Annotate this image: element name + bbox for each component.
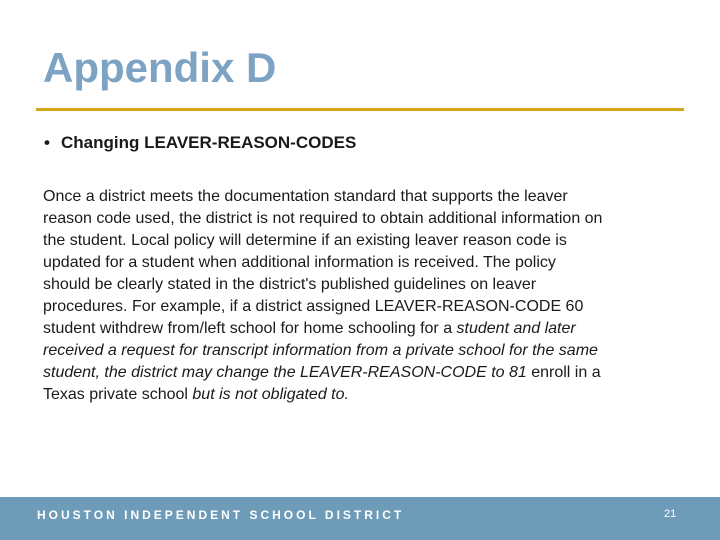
footer-bar bbox=[0, 497, 720, 540]
body-line bbox=[43, 362, 679, 384]
body-text-run: enroll in a bbox=[526, 364, 601, 381]
body-line bbox=[43, 230, 679, 252]
bullet-heading bbox=[44, 132, 356, 154]
body-italic-text: student, the district may change the LEAVER-REASON-CODE to 81 bbox=[43, 364, 527, 381]
body-line bbox=[43, 318, 679, 340]
body-line bbox=[43, 274, 679, 296]
body-line bbox=[43, 340, 679, 362]
body-text-run: the student. Local policy will determine if an existing leaver reason code is bbox=[43, 232, 567, 249]
body-text-run: Texas private school bbox=[43, 386, 193, 403]
body-line bbox=[43, 296, 679, 318]
body-line bbox=[43, 208, 679, 230]
page-number: 21 bbox=[664, 508, 677, 520]
body-text-run: reason code used, the district is not required to obtain additional information on bbox=[43, 210, 603, 227]
body-line bbox=[43, 384, 679, 406]
title-divider bbox=[36, 108, 684, 111]
bullet-heading-text: Changing LEAVER-REASON-CODES bbox=[61, 133, 357, 152]
body-italic-text: received a request for transcript information from a private school for the same bbox=[43, 342, 598, 359]
body-line bbox=[43, 252, 679, 274]
body-paragraph bbox=[43, 186, 679, 406]
body-text-run: updated for a student when additional information is received. The policy bbox=[43, 254, 556, 271]
bullet-icon: • bbox=[44, 133, 50, 152]
body-text-run: Once a district meets the documentation standard that supports the leaver bbox=[43, 188, 568, 205]
slide-title: Appendix D bbox=[43, 44, 277, 91]
body-italic-text: but is not obligated to. bbox=[192, 386, 349, 403]
body-italic-text: student and later bbox=[456, 320, 576, 337]
footer-organization-name: HOUSTON INDEPENDENT SCHOOL DISTRICT bbox=[37, 508, 405, 522]
body-text-run: should be clearly stated in the district's published guidelines on leaver bbox=[43, 276, 537, 293]
body-line bbox=[43, 186, 679, 208]
body-text-run: procedures. For example, if a district assigned LEAVER-REASON-CODE 60 bbox=[43, 298, 584, 315]
body-text-run: student withdrew from/left school for home schooling for a bbox=[43, 320, 457, 337]
